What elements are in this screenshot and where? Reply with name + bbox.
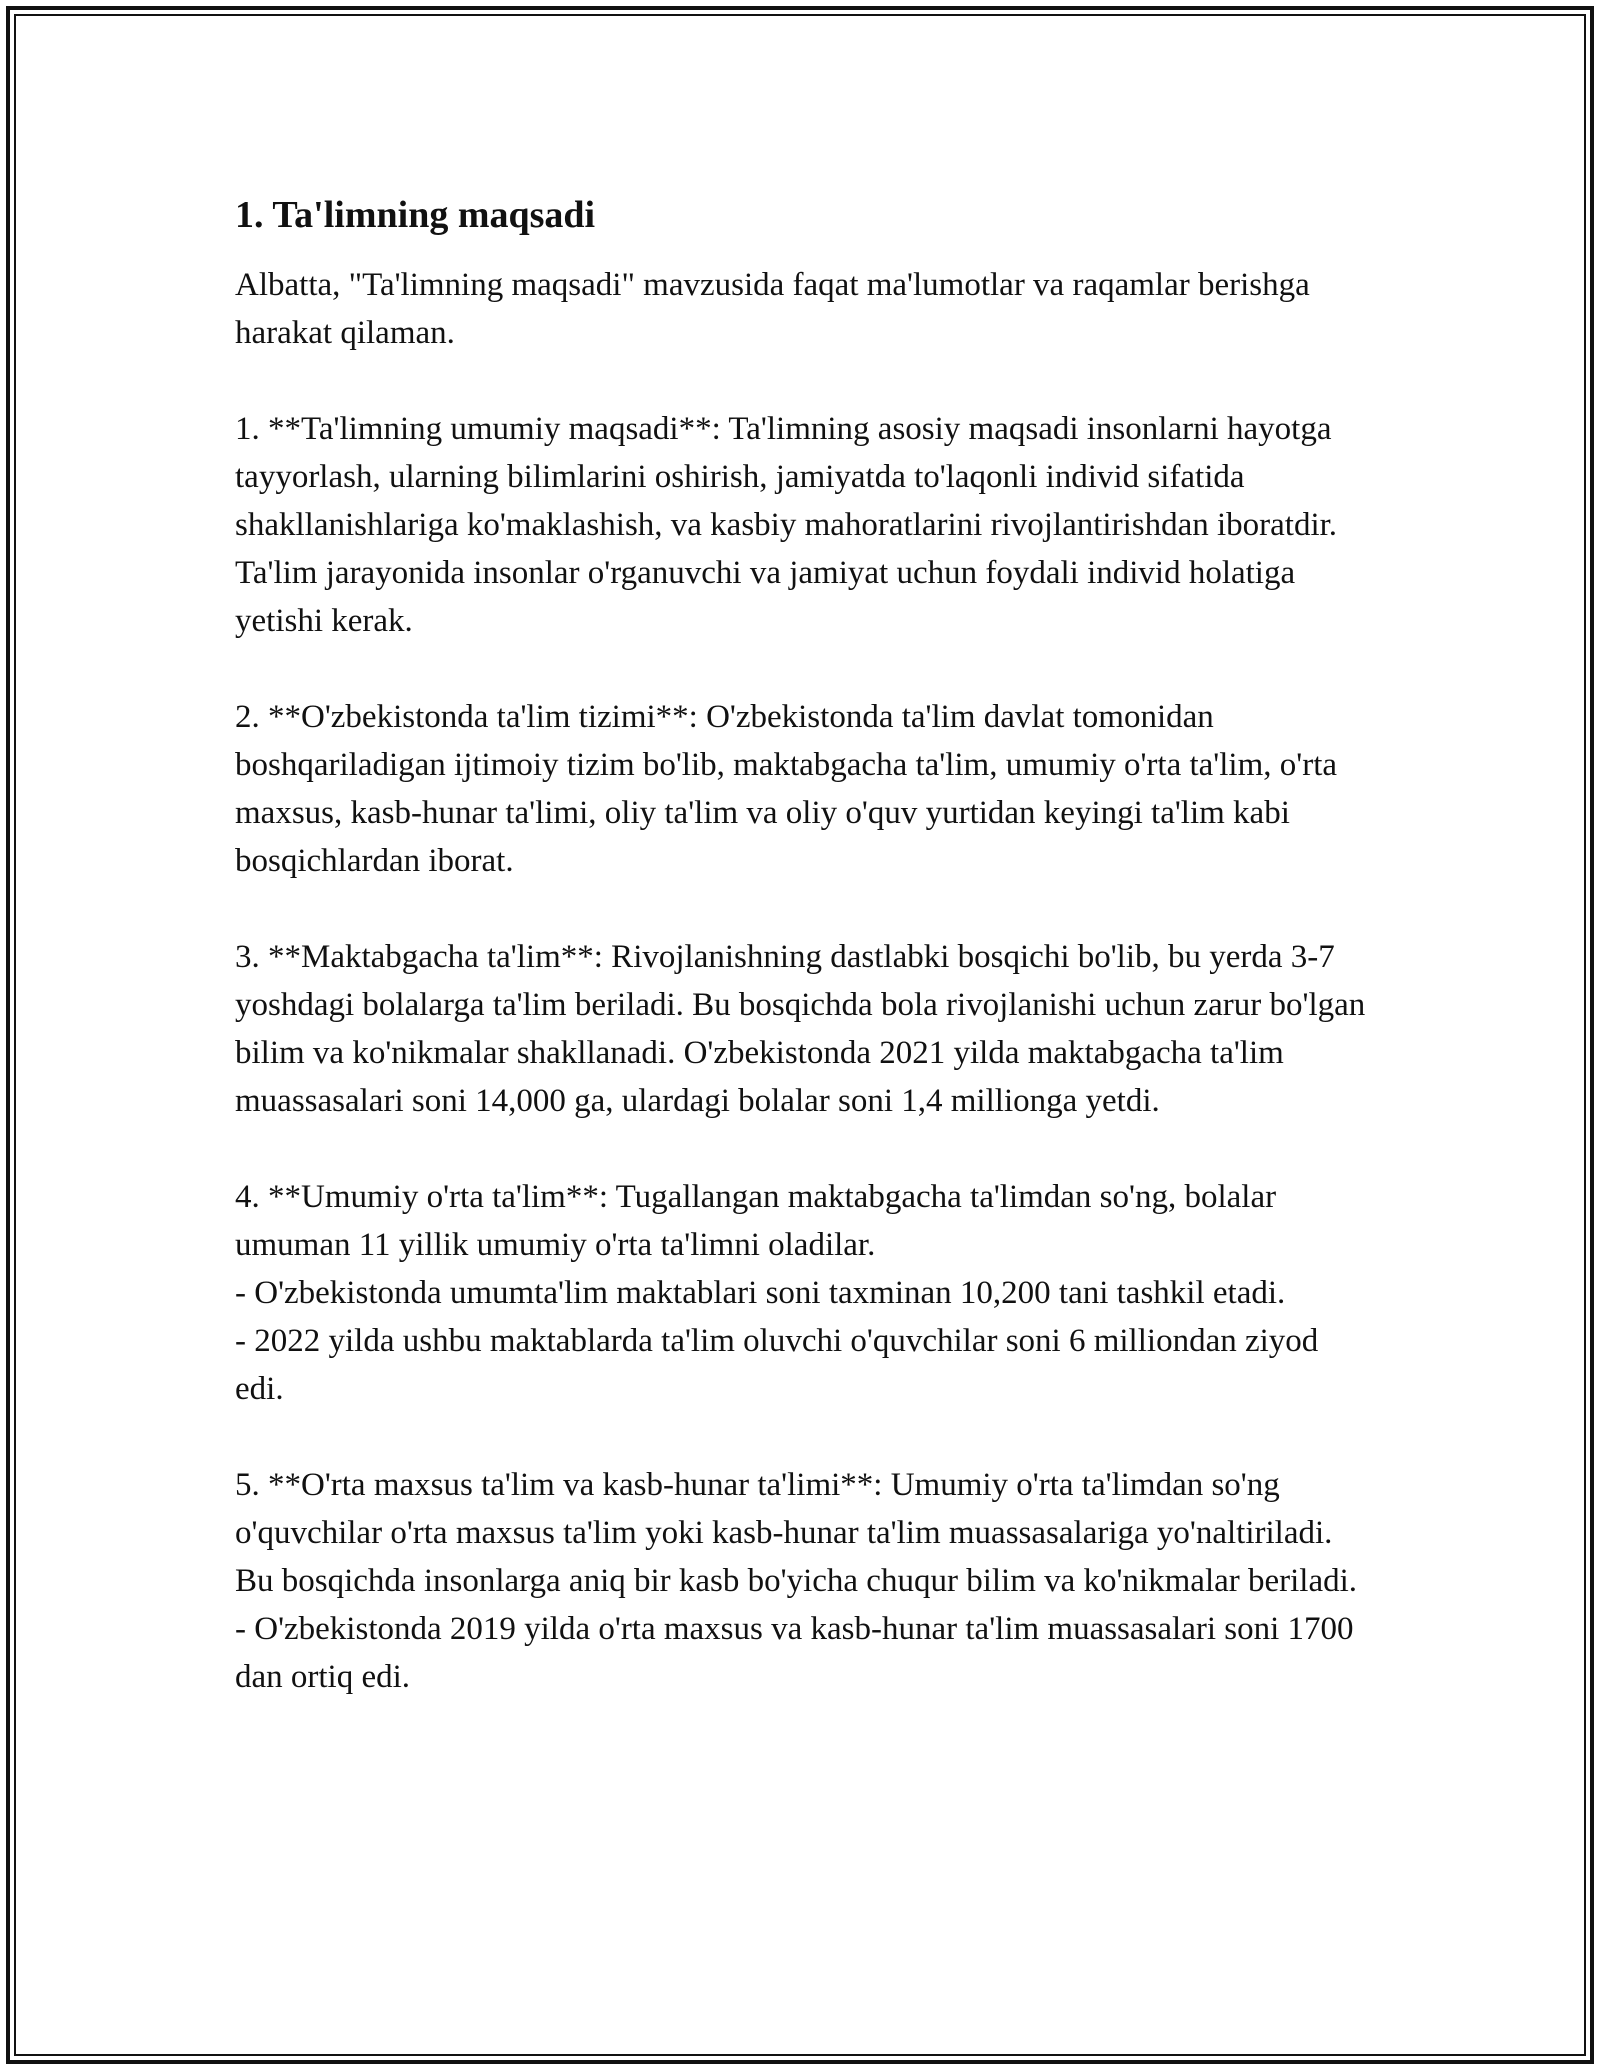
bullet-item: - O'zbekistonda umumta'lim maktablari soni taxminan 10,200 tani tashkil etadi. — [235, 1275, 1286, 1311]
section-2 — [235, 693, 1370, 885]
section-paragraph: 1. **Ta'limning umumiy maqsadi**: Ta'limning asosiy maqsadi insonlarni hayotga tayyorlash, ularning bilimlarini oshirish, jamiyatda to'laqonli individ sifatida shakllanishlariga ko'maklashish, va kasbiy mahoratlarini rivojlantirishdan iboratdir. Ta'lim jarayonida insonlar o'rganuvchi va jamiyat uchun foydali individ holatiga yetishi kerak. — [235, 411, 1338, 639]
section-3 — [235, 933, 1370, 1125]
bullet-item: - O'zbekistonda 2019 yilda o'rta maxsus va kasb-hunar ta'lim muassasalari soni 1700 dan ortiq edi. — [235, 1611, 1354, 1695]
section-5 — [235, 1461, 1370, 1701]
bullet-item: - 2022 yilda ushbu maktablarda ta'lim oluvchi o'quvchilar soni 6 milliondan ziyod edi. — [235, 1323, 1319, 1407]
document-body — [235, 185, 1370, 1701]
section-paragraph: 2. **O'zbekistonda ta'lim tizimi**: O'zbekistonda ta'lim davlat tomonidan boshqariladigan ijtimoiy tizim bo'lib, maktabgacha ta'lim, umumiy o'rta ta'lim, o'rta maxsus, kasb-hunar ta'limi, oliy ta'lim va oliy o'quv yurtidan keyingi ta'lim kabi bosqichlardan iborat. — [235, 699, 1338, 879]
section-paragraph: 4. **Umumiy o'rta ta'lim**: Tugallangan maktabgacha ta'limdan so'ng, bolalar umuman 11 yillik umumiy o'rta ta'limni oladilar. — [235, 1179, 1277, 1263]
section-1 — [235, 405, 1370, 645]
document-title: 1. Ta'limning maqsadi — [235, 194, 596, 236]
section-4 — [235, 1173, 1370, 1413]
section-paragraph: 5. **O'rta maxsus ta'lim va kasb-hunar ta'limi**: Umumiy o'rta ta'limdan so'ng o'quvchilar o'rta maxsus ta'lim yoki kasb-hunar ta'lim muassasalariga yo'naltiriladi. Bu bosqichda insonlarga aniq bir kasb bo'yicha chuqur bilim va ko'nikmalar beriladi. — [235, 1467, 1358, 1599]
section-paragraph: 3. **Maktabgacha ta'lim**: Rivojlanishning dastlabki bosqichi bo'lib, bu yerda 3-7 yoshdagi bolalarga ta'lim beriladi. Bu bosqichda bola rivojlanishi uchun zarur bo'lgan bilim va ko'nikmalar shakllanadi. O'zbekistonda 2021 yilda maktabgacha ta'lim muassasalari soni 14,000 ga, ulardagi bolalar soni 1,4 millionga yetdi. — [235, 939, 1366, 1119]
intro-paragraph: Albatta, "Ta'limning maqsadi" mavzusida faqat ma'lumotlar va raqamlar berishga harakat qilaman. — [235, 267, 1310, 351]
